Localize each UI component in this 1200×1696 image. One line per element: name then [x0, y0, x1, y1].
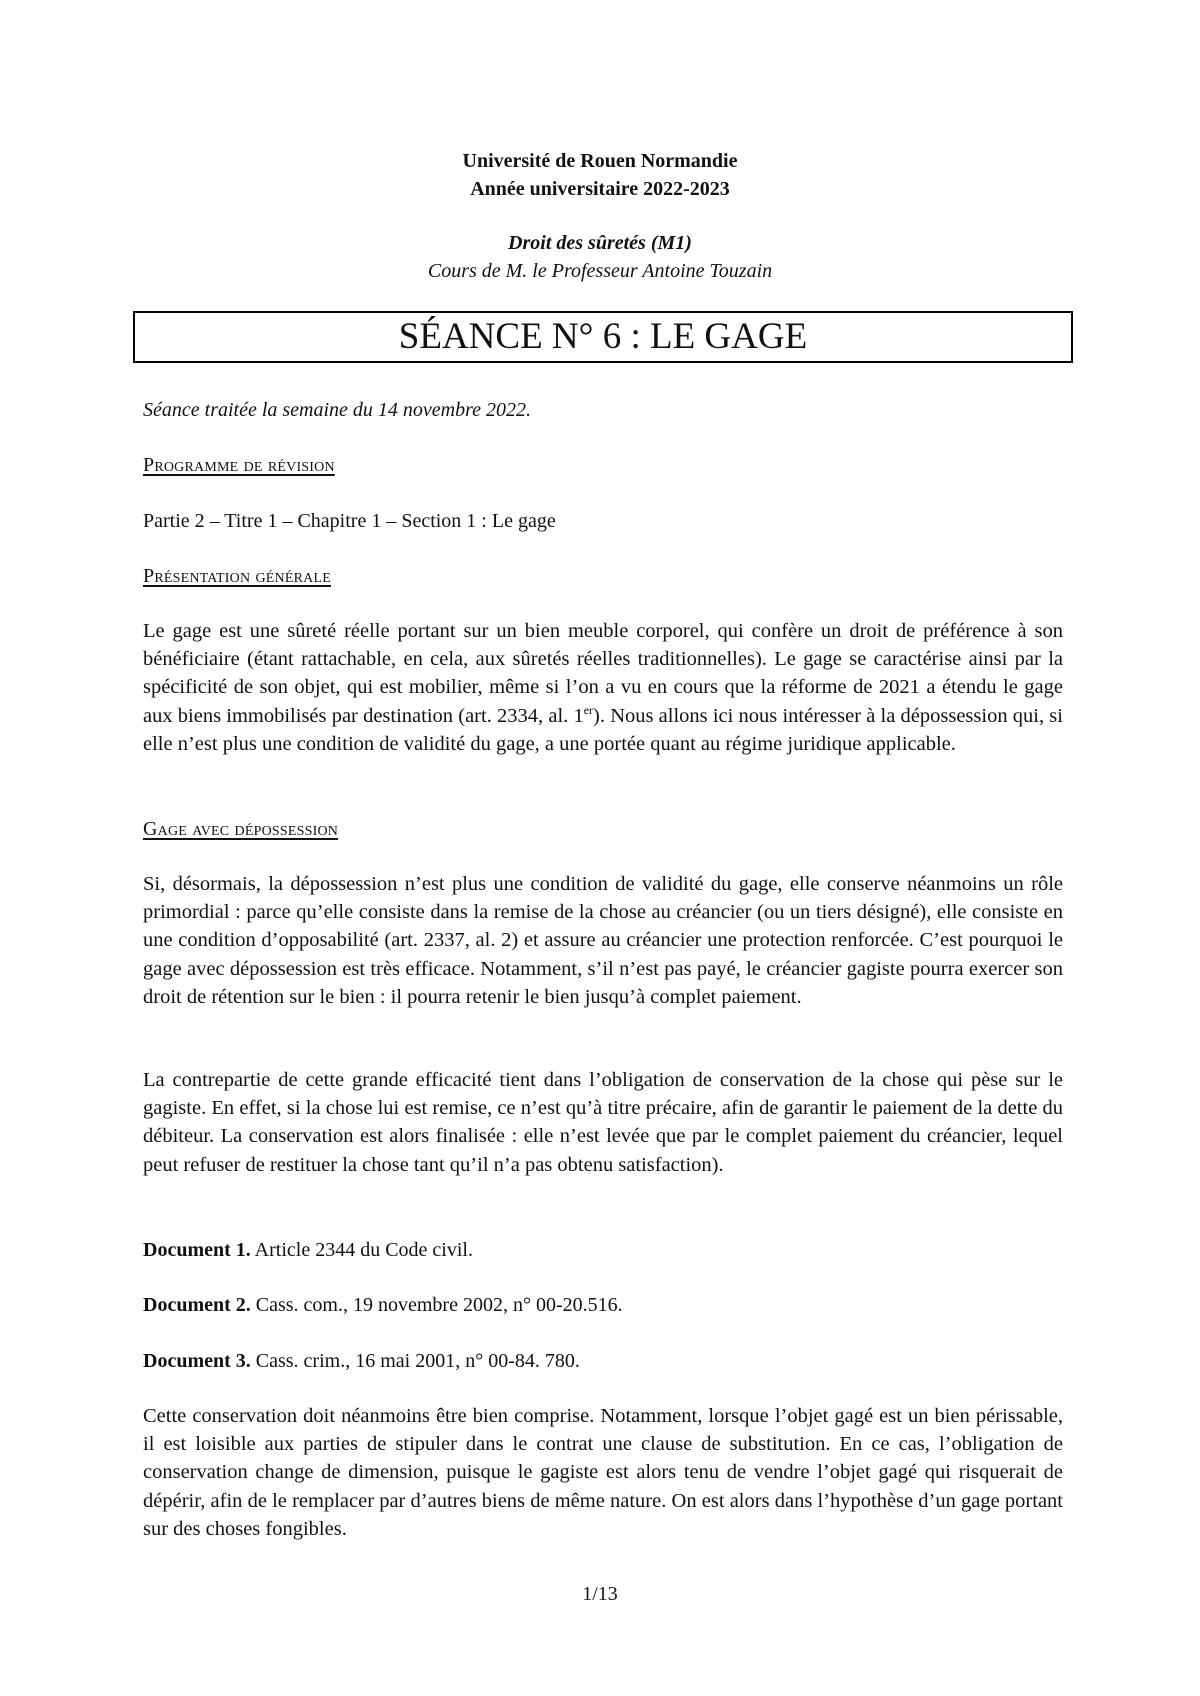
document-3-text: Cass. crim., 16 mai 2001, n° 00-84. 780. — [250, 1350, 580, 1372]
presentation-heading: Présentation générale — [143, 565, 331, 587]
programme-heading: Programme de révision — [143, 454, 335, 476]
conclusion-paragraph — [143, 1402, 1063, 1543]
document-2 — [143, 1291, 623, 1319]
academic-year: Année universitaire 2022-2023 — [470, 178, 730, 200]
presentation-text: Le gage est une sûreté réelle portant sur un bien meuble corporel, qui confère un droit de préférence à son bénéficiaire (étant rattachable, en cela, aux sûretés réelles traditionnelles). Le gage se caractérise ainsi par la spécificité de son objet, qui est mobilier, même si l’on a vu en cours que la réforme de 2021 a étendu le gage aux biens immobilisés par destination (art. 2334, al. 1 — [143, 620, 1063, 727]
presentation-paragraph — [143, 617, 1063, 758]
professor-name: Cours de M. le Professeur Antoine Touzain — [427, 260, 773, 282]
depossession-paragraph-2 — [143, 1066, 1063, 1179]
depossession-heading: Gage avec dépossession — [143, 818, 339, 840]
document-2-text: Cass. com., 19 novembre 2002, n° 00-20.516. — [250, 1294, 623, 1316]
page-title: SÉANCE N° 6 : LE GAGE — [133, 311, 1073, 363]
conclusion-text: Cette conservation doit néanmoins être bien comprise. Notamment, lorsque l’objet gagé est un bien périssable, il est loisible aux parties de stipuler dans le contrat une clause de substitution. En ce cas, l’obligation de conservation change de dimension, puisque le gagiste est alors tenu de vendre l’objet gagé qui risquerait de dépérir, afin de le remplacer par d’autres biens de même nature. On est alors dans l’hypothèse d’un gage portant sur des choses fongibles. — [143, 1405, 1063, 1540]
programme-text: Partie 2 – Titre 1 – Chapitre 1 – Section 1 : Le gage — [143, 510, 556, 532]
document-3-label: Document 3. — [143, 1350, 251, 1372]
session-date: Séance traitée la semaine du 14 novembre 2022. — [143, 399, 532, 421]
depossession-text-1: Si, désormais, la dépossession n’est plus une condition de validité du gage, elle conserve néanmoins un rôle primordial : parce qu’elle consiste dans la remise de la chose au créancier (ou un tiers désigné), elle consiste en une condition d’opposabilité (art. 2337, al. 2) et assure au créancier une protection renforcée. C’est pourquoi le gage avec dépossession est très efficace. Notamment, s’il n’est pas payé, le créancier gagiste pourra exercer son droit de rétention sur le bien : il pourra retenir le bien jusqu’à complet paiement. — [143, 873, 1063, 1008]
document-3 — [143, 1347, 580, 1375]
superscript: er — [583, 702, 594, 717]
document-1-label: Document 1. — [143, 1239, 251, 1261]
page-number: 1/13 — [582, 1583, 618, 1605]
document-2-label: Document 2. — [143, 1294, 251, 1316]
depossession-text-2: La contrepartie de cette grande efficacité tient dans l’obligation de conservation de la chose qui pèse sur le gagiste. En effet, si la chose lui est remise, ce n’est qu’à titre précaire, afin de garantir le paiement de la dette du débiteur. La conservation est alors finalisée : elle n’est levée que par le complet paiement du créancier, lequel peut refuser de restituer la chose tant qu’il n’a pas obtenu satisfaction). — [143, 1069, 1063, 1176]
presentation-text-end: ). Nous allons ici nous intéresser à la dépossession qui, si elle n’est plus une condition de validité du gage, a une portée quant au régime juridique applicable. — [143, 704, 1063, 755]
document-1 — [143, 1236, 473, 1264]
depossession-paragraph-1 — [143, 870, 1063, 1011]
course-name: Droit des sûretés (M1) — [508, 232, 692, 254]
university-name: Université de Rouen Normandie — [462, 150, 738, 172]
document-1-text: Article 2344 du Code civil. — [250, 1239, 473, 1261]
